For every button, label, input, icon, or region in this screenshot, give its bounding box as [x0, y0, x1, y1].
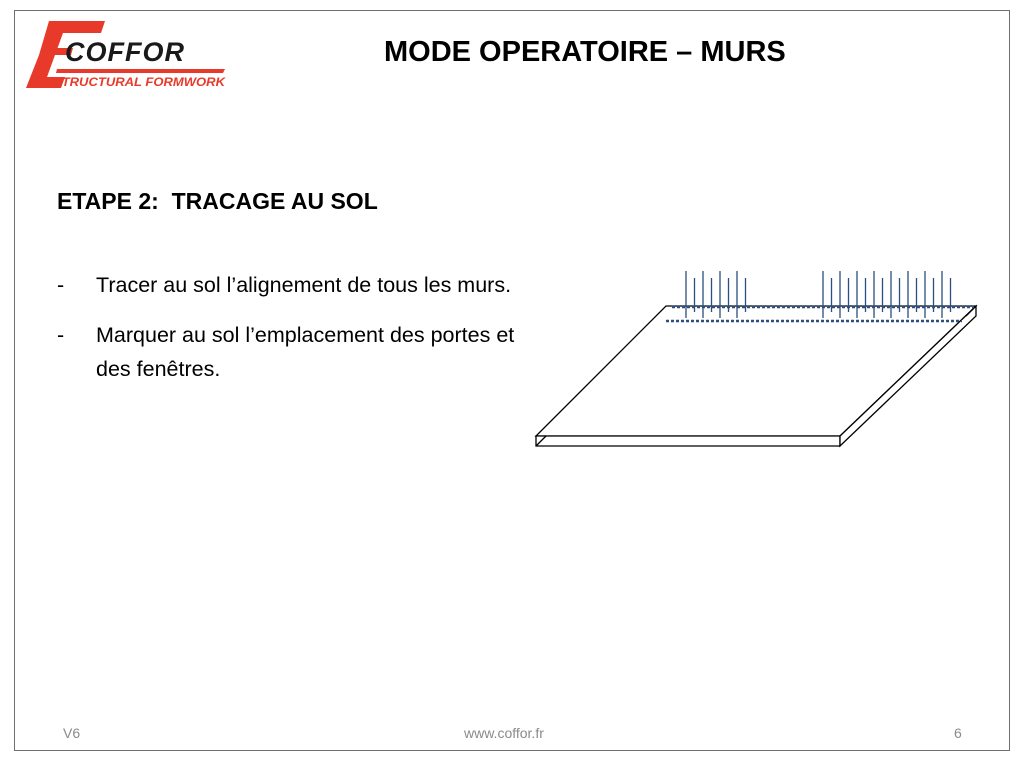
bullet-text: Marquer au sol l’emplacement des portes et des fenêtres. [96, 323, 515, 381]
slab-front-edge [536, 436, 840, 446]
footer-version: V6 [63, 725, 81, 741]
floor-slab [536, 306, 976, 446]
logo-tagline-text: STRUCTURAL FORMWORK [53, 77, 226, 89]
footer-page-number: 6 [954, 725, 962, 741]
floor-slab-diagram [530, 262, 985, 457]
bullet-text: Tracer au sol l’alignement de tous les murs. [96, 273, 512, 297]
bullet-dash: - [57, 273, 65, 297]
footer-url[interactable]: www.coffor.fr [464, 725, 544, 741]
slide-title: MODE OPERATOIRE – MURS [384, 36, 786, 68]
bullet-dash: - [57, 323, 65, 347]
logo-brand-text: COFFOR [65, 37, 185, 67]
step-title: ETAPE 2: TRACAGE AU SOL [57, 188, 378, 214]
bullet-item [57, 318, 517, 386]
coffor-logo [25, 19, 230, 91]
bullet-list [57, 268, 517, 402]
bullet-item [57, 268, 517, 302]
